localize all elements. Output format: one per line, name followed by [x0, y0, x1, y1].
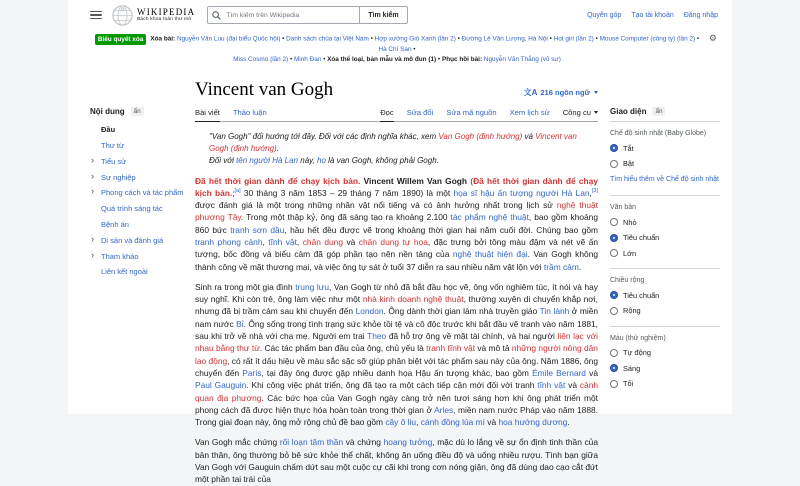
text-segment: ,: [262, 236, 269, 247]
text-segment: và chứng: [343, 437, 384, 448]
text-segment: . Van Gogh không thành công về mặt thương mại, và việc ông tự sát ở tuổi 37 diễn ra sau nhiều năm vật lộn với: [195, 249, 599, 272]
wiki-link[interactable]: rối loạn tâm thần: [279, 437, 344, 448]
toc-item[interactable]: [90, 249, 189, 261]
appearance-hide-button[interactable]: ẩn: [652, 107, 665, 116]
error-text: Đã hết thời gian dành để chạy kịch bản.: [195, 175, 598, 198]
lead-paragraph-2: [195, 281, 598, 429]
wiki-link[interactable]: Đường Lê Văn Lương, Hà Nội: [461, 35, 548, 43]
menu-icon[interactable]: [90, 11, 102, 20]
text-segment: , Van Gogh từ nhỏ đã bắt đầu học vẽ, ông vốn nghiêm túc, ít nói và hay suy nghĩ. Khi còn trẻ, ông làm việc như một: [195, 281, 598, 305]
appearance-section: [610, 204, 720, 269]
text-segment: Đối với: [209, 156, 237, 166]
toc-header: [90, 107, 189, 116]
namespace-tab[interactable]: Bài viết: [195, 108, 220, 122]
wiki-link[interactable]: Bỉ: [236, 318, 244, 329]
appearance-title: Giao diện: [610, 107, 647, 117]
learn-more-link[interactable]: Tìm hiểu thêm về Chế độ sinh nhật: [610, 175, 719, 183]
red-link[interactable]: nghệ thuật phương Tây: [195, 200, 598, 223]
wiki-link[interactable]: London: [355, 306, 384, 317]
wikipedia-globe-icon: [112, 5, 133, 26]
wiki-link[interactable]: họ: [317, 156, 326, 166]
text-segment: •: [547, 35, 554, 43]
deletion-notice-links-1: [150, 36, 699, 54]
deletion-notice-line-1: [92, 34, 702, 55]
wikipedia-tagline: Bách khoa toàn thư mở: [137, 17, 192, 22]
wiki-link[interactable]: Tin lành: [539, 306, 570, 317]
radio-button[interactable]: [610, 364, 618, 372]
toc-item-label: Tiểu sử: [101, 156, 127, 166]
language-count-label: 216 ngôn ngữ: [540, 88, 590, 98]
radio-option[interactable]: [610, 348, 720, 357]
text-segment: •: [593, 35, 600, 43]
chevron-right-icon[interactable]: ›: [91, 186, 94, 197]
red-link[interactable]: chân dung: [302, 236, 343, 247]
table-of-contents: [68, 69, 195, 283]
radio-option[interactable]: [610, 364, 720, 373]
text-segment: và: [522, 132, 536, 142]
chevron-down-icon: [594, 111, 598, 114]
appearance-header: [610, 107, 720, 122]
text-segment: •: [280, 35, 287, 43]
toc-item[interactable]: [90, 204, 189, 213]
wiki-link[interactable]: Mouse Computer (công ty) (lần 2): [599, 35, 696, 43]
radio-button[interactable]: [610, 144, 618, 152]
radio-button[interactable]: [610, 291, 618, 299]
search-box: [207, 6, 407, 24]
red-link[interactable]: liên lạc với nhau bằng thư từ: [195, 331, 598, 354]
text-segment: •: [321, 55, 328, 63]
text-segment: , miền nam nước Pháp vào năm 1888. Trong giai đoạn này, ông mở rộng chủ đề bao gồm: [195, 404, 598, 428]
text-segment: ở miền nam nước: [195, 306, 599, 329]
wiki-link[interactable]: Nguyễn Văn Thắng (võ sư): [483, 55, 561, 63]
toc-item-label: Bệnh án: [101, 220, 129, 230]
appearance-panel: [608, 69, 732, 399]
toc-item-label: Quá trình sáng tác: [101, 204, 163, 214]
radio-option-label: Sáng: [623, 363, 641, 373]
toc-item[interactable]: [90, 188, 189, 197]
wiki-link[interactable]: trầm cảm: [543, 261, 579, 272]
citation-ref[interactable]: [3]: [591, 188, 598, 194]
view-tab[interactable]: Xem lịch sử: [509, 108, 550, 118]
toc-item[interactable]: [90, 141, 189, 150]
view-tab[interactable]: Sửa đổi: [406, 108, 434, 118]
red-link[interactable]: nhà kinh doanh nghệ thuật: [362, 294, 464, 305]
text-segment: 30 tháng 3 năm 1853 – 29 tháng 7 năm 1890) là một: [240, 187, 454, 198]
radio-option[interactable]: [610, 291, 720, 300]
text-segment: đã hỗ trợ ông về mặt tài chính, và hai người: [386, 331, 558, 342]
wiki-link[interactable]: Hà Chí San: [378, 46, 412, 54]
text-segment: .: [567, 417, 570, 428]
radio-option[interactable]: [610, 159, 720, 168]
text-segment: . Trong một thập kỷ, ông đã sáng tạo ra khoảng 2.100: [240, 212, 451, 223]
text-segment: . Các bức họa của Van Gogh ngày càng trở nên tươi sáng hơn khi ông phát triển một phong cách đã được hiện thực hóa hoàn toàn trong thời gian ở: [195, 392, 598, 415]
hatnote: [195, 155, 598, 166]
wiki-link[interactable]: cây ô liu: [385, 417, 417, 428]
wiki-link[interactable]: cánh đồng lúa mì: [420, 417, 485, 428]
radio-option-label: Tắt: [623, 143, 634, 153]
page-title: Vincent van Gogh: [195, 79, 334, 101]
toc-item[interactable]: [90, 233, 189, 245]
header-link[interactable]: Quyên góp: [587, 11, 622, 19]
wikipedia-wordmark-block: [137, 7, 195, 23]
radio-option[interactable]: [610, 249, 720, 258]
wiki-link[interactable]: nghệ thuật hiện đại: [452, 249, 528, 260]
article-column: [195, 69, 608, 485]
red-link[interactable]: những người nông dân lao động: [195, 343, 598, 366]
appearance-section-label: Chiều rộng: [610, 277, 645, 285]
text-segment: Van Gogh mắc chứng: [195, 437, 280, 448]
header-link[interactable]: Đăng nhập: [683, 11, 718, 19]
radio-option-label: Tự động: [623, 348, 651, 358]
text-segment: •: [368, 35, 375, 43]
wiki-link[interactable]: tranh phong cảnh: [195, 236, 263, 247]
search-input[interactable]: [207, 6, 360, 24]
radio-option[interactable]: [610, 306, 720, 315]
radio-button[interactable]: [610, 160, 618, 168]
wiki-link[interactable]: Nguyễn Văn Luu (đại biểu Quốc hội): [176, 35, 281, 43]
header-link[interactable]: Tạo tài khoản: [631, 11, 674, 19]
toc-item-label: Đầu: [101, 125, 116, 135]
wiki-link[interactable]: Miss Cosmo (lần 2): [233, 55, 289, 63]
namespace-tab[interactable]: Thảo luận: [232, 108, 267, 118]
appearance-section: [610, 335, 720, 399]
text-segment: , hầu hết đều được vẽ trong khoảng thời gian hai năm cuối đời. Chúng bao gồm: [284, 224, 598, 235]
language-icon: 文A: [523, 88, 538, 98]
text-segment: và: [565, 380, 580, 391]
text-segment: •: [436, 55, 442, 63]
appearance-sections: [610, 130, 720, 399]
radio-option-label: Tiêu chuẩn: [623, 290, 660, 300]
radio-option-label: Tiêu chuẩn: [623, 233, 660, 243]
appearance-section-label: Văn bản: [610, 204, 637, 212]
text-segment: , thường xuyên di chuyển khắp nơi, nhưng đã bị trầm cảm sau khi chuyển đến: [195, 294, 598, 317]
red-link[interactable]: Vincent van Gogh (định hướng): [209, 132, 577, 153]
bold-text: Phục hồi bài:: [441, 55, 484, 63]
radio-option-label: Rộng: [623, 306, 641, 316]
toc-item[interactable]: [90, 220, 189, 229]
lead-paragraph-3: [195, 436, 598, 485]
wiki-link[interactable]: Minh Đan: [293, 55, 322, 63]
radio-option[interactable]: [610, 218, 720, 227]
toc-title: Nội dung: [90, 107, 125, 117]
wiki-link[interactable]: Danh sách chúa tại Việt Nam: [286, 35, 369, 43]
text-segment: (: [467, 175, 474, 186]
toc-item-label: Phong cách và tác phẩm: [101, 188, 184, 198]
radio-option[interactable]: [610, 144, 720, 153]
wiki-link[interactable]: Hợp xướng Gió Xanh (lần 2): [374, 35, 456, 43]
language-selector-button[interactable]: [524, 87, 598, 100]
lead-paragraph-1: [195, 175, 598, 273]
toc-list: [90, 125, 189, 276]
radio-button[interactable]: [610, 380, 618, 388]
wikipedia-wordmark: WIKIPEDIA: [137, 7, 196, 17]
radio-option-label: Tối: [623, 379, 634, 389]
wiki-link[interactable]: Paris: [242, 367, 262, 378]
text-segment: và: [585, 367, 598, 378]
radio-option[interactable]: [610, 379, 720, 388]
radio-button[interactable]: [610, 307, 618, 315]
text-segment: , đặc trưng bởi tông màu đậm và nét vẽ ấn tượng, bốc đồng và biểu cảm đã góp phần tạo nên nền tảng của: [195, 236, 599, 260]
text-segment: . Ông dành thời gian làm nhà truyền giáo: [383, 306, 540, 317]
toc-item[interactable]: [90, 170, 189, 182]
wiki-link[interactable]: hoang tưởng: [383, 437, 433, 448]
appearance-section-label: Chế độ sinh nhật (Baby Globe): [610, 130, 707, 138]
wiki-link[interactable]: Arles: [434, 404, 454, 415]
article-title-row: [195, 79, 598, 100]
text-segment: ;: [232, 187, 235, 198]
red-link[interactable]: chân dung tự họa: [358, 236, 428, 247]
text-segment: .: [578, 261, 582, 272]
main-area: [68, 69, 732, 485]
header-links: [587, 12, 718, 19]
radio-option-label: Bật: [623, 159, 635, 169]
text-segment: và: [484, 417, 499, 428]
wiki-link[interactable]: tác phẩm nghệ thuật: [450, 212, 529, 223]
deletion-notice-line-2: [92, 55, 702, 65]
text-segment: •: [288, 55, 294, 63]
text-segment: và: [343, 236, 359, 247]
toc-item[interactable]: [90, 125, 189, 134]
text-segment: , mặc dù lo lắng về sự ổn định tinh thần của bản thân, ông thường bỏ bê sức khỏe thể chất, không ăn uống điều độ và uống nhiều rượu. Tình bạn giữa Van Gogh với Gauguin chấm dứt sau một cuộc cự cãi khi trong cơn nóng giận, ông đã dùng dao cạo cắt đứt một phần tai trái của: [195, 437, 598, 485]
text-segment: •: [695, 35, 700, 43]
bold-text: Xóa bài:: [150, 35, 177, 43]
top-header: [68, 0, 732, 30]
chevron-right-icon[interactable]: ›: [91, 233, 94, 244]
chevron-right-icon[interactable]: ›: [91, 154, 94, 165]
page-container: [68, 0, 732, 485]
deletion-notice-links-2: [233, 56, 561, 63]
red-link[interactable]: cảnh quan địa phương: [195, 380, 599, 403]
article-tabs: [195, 108, 598, 122]
text-segment: được đánh giá là một trong những nhân vật nổi tiếng và có ảnh hưởng nhất trong lịch sử: [195, 200, 557, 211]
radio-option[interactable]: [610, 233, 720, 242]
search-icon: [212, 11, 221, 20]
wiki-link[interactable]: tĩnh vật: [537, 380, 566, 391]
appearance-section-label: Màu (thử nghiệm): [610, 334, 666, 342]
text-segment: ,: [589, 187, 592, 198]
hatnote: [195, 131, 598, 154]
radio-option-label: Nhỏ: [623, 217, 637, 227]
text-segment: Sinh ra trong một gia đình: [195, 281, 296, 292]
toc-item-label: Sự nghiệp: [101, 172, 136, 182]
wiki-link[interactable]: Theo: [367, 331, 387, 342]
text-segment: . Khi công việc phát triển, ông đã tạo ra một cách tiếp cận mới đối với tranh: [246, 380, 538, 391]
wiki-link[interactable]: hoa hướng dương: [498, 417, 568, 428]
text-segment: và mô tả: [475, 343, 512, 354]
error-text: Đã hết thời gian dành để chạy kịch bản.: [195, 175, 364, 186]
text-segment: , tại đây ông được gặp nhiều danh họa Hậu ấn tượng khác, bao gồm: [261, 367, 533, 378]
text-segment: . Ông sống trong tình trạng sức khỏe tồi tệ và cô độc trước khi bắt đầu vẽ tranh vào năm 1881, sau khi trở về nhà với cha mẹ. Người em trai: [195, 318, 599, 342]
wiki-link[interactable]: Hot girl (lần 2): [553, 35, 594, 43]
radio-button[interactable]: [610, 249, 618, 257]
text-segment: •: [455, 35, 462, 43]
text-segment: ,: [296, 236, 303, 247]
text-segment: này,: [298, 156, 317, 166]
toc-item[interactable]: [90, 267, 189, 276]
red-link[interactable]: Van Gogh (định hướng): [438, 132, 523, 142]
view-tab[interactable]: Công cụ: [563, 108, 598, 121]
wiki-link[interactable]: tên người Hà Lan: [236, 156, 299, 166]
wiki-link[interactable]: Paul Gauguin: [195, 380, 247, 391]
radio-button[interactable]: [610, 234, 618, 242]
wiki-link[interactable]: tranh sơn dầu: [230, 224, 285, 235]
chevron-right-icon[interactable]: ›: [91, 249, 94, 260]
toc-item-label: Di sản và đánh giá: [101, 235, 164, 245]
article-content: [195, 122, 598, 485]
search-button[interactable]: Tìm kiếm: [359, 6, 407, 24]
namespace-tabs: [195, 108, 267, 121]
wiki-link[interactable]: tĩnh vật: [268, 236, 297, 247]
radio-button[interactable]: [610, 349, 618, 357]
view-tab[interactable]: Sửa mã nguồn: [446, 108, 497, 118]
text-segment: •: [411, 46, 416, 54]
deletion-notice: [68, 30, 732, 69]
chevron-down-icon: [594, 91, 598, 94]
bold-text: Vincent Willem Van Gogh: [363, 175, 468, 186]
text-segment: , có rất ít dấu hiệu về màu sắc sặc sỡ giúp phân biệt với tác phẩm sau này của ông. Năm 1886, ông chuyển đến: [195, 355, 599, 378]
toc-item[interactable]: [90, 154, 189, 166]
toc-item-label: Thư từ: [101, 141, 124, 151]
radio-option-label: Lớn: [623, 248, 637, 258]
toc-item-label: Tham khảo: [101, 251, 139, 261]
text-segment: . Các tác phẩm ban đầu của ông, chủ yếu là: [259, 343, 427, 354]
appearance-section: [610, 277, 720, 327]
wiki-link[interactable]: họa sĩ hậu ấn tượng người Hà Lan: [453, 187, 590, 198]
chevron-right-icon[interactable]: ›: [91, 170, 94, 181]
citation-ref[interactable]: [a]: [234, 188, 241, 194]
text-segment: "Van Gogh" đổi hướng tới đây. Đối với các định nghĩa khác, xem: [209, 132, 439, 142]
toc-hide-button[interactable]: ẩn: [131, 107, 144, 116]
appearance-section: [610, 130, 720, 196]
bold-text: Xóa thể loại, bản mẫu và mô đun (1): [327, 55, 437, 63]
view-tabs: [380, 108, 598, 121]
radio-button[interactable]: [610, 218, 618, 226]
text-segment: .: [276, 143, 279, 153]
text-segment: , bao gồm khoảng 860 bức: [195, 212, 598, 235]
wikipedia-logo[interactable]: [112, 5, 195, 26]
deletion-vote-badge[interactable]: Biểu quyết xóa: [95, 34, 146, 45]
wiki-link[interactable]: Émile Bernard: [532, 367, 586, 378]
text-segment: ,: [416, 417, 421, 428]
gear-icon[interactable]: ⚙: [708, 33, 717, 43]
wiki-link[interactable]: trung lưu: [295, 281, 329, 292]
toc-item-label: Liên kết ngoài: [101, 267, 148, 277]
red-link[interactable]: tranh tĩnh vật: [426, 343, 476, 354]
view-tab[interactable]: Đọc: [380, 108, 394, 122]
text-segment: là van Gogh, không phải Gogh.: [325, 156, 439, 166]
